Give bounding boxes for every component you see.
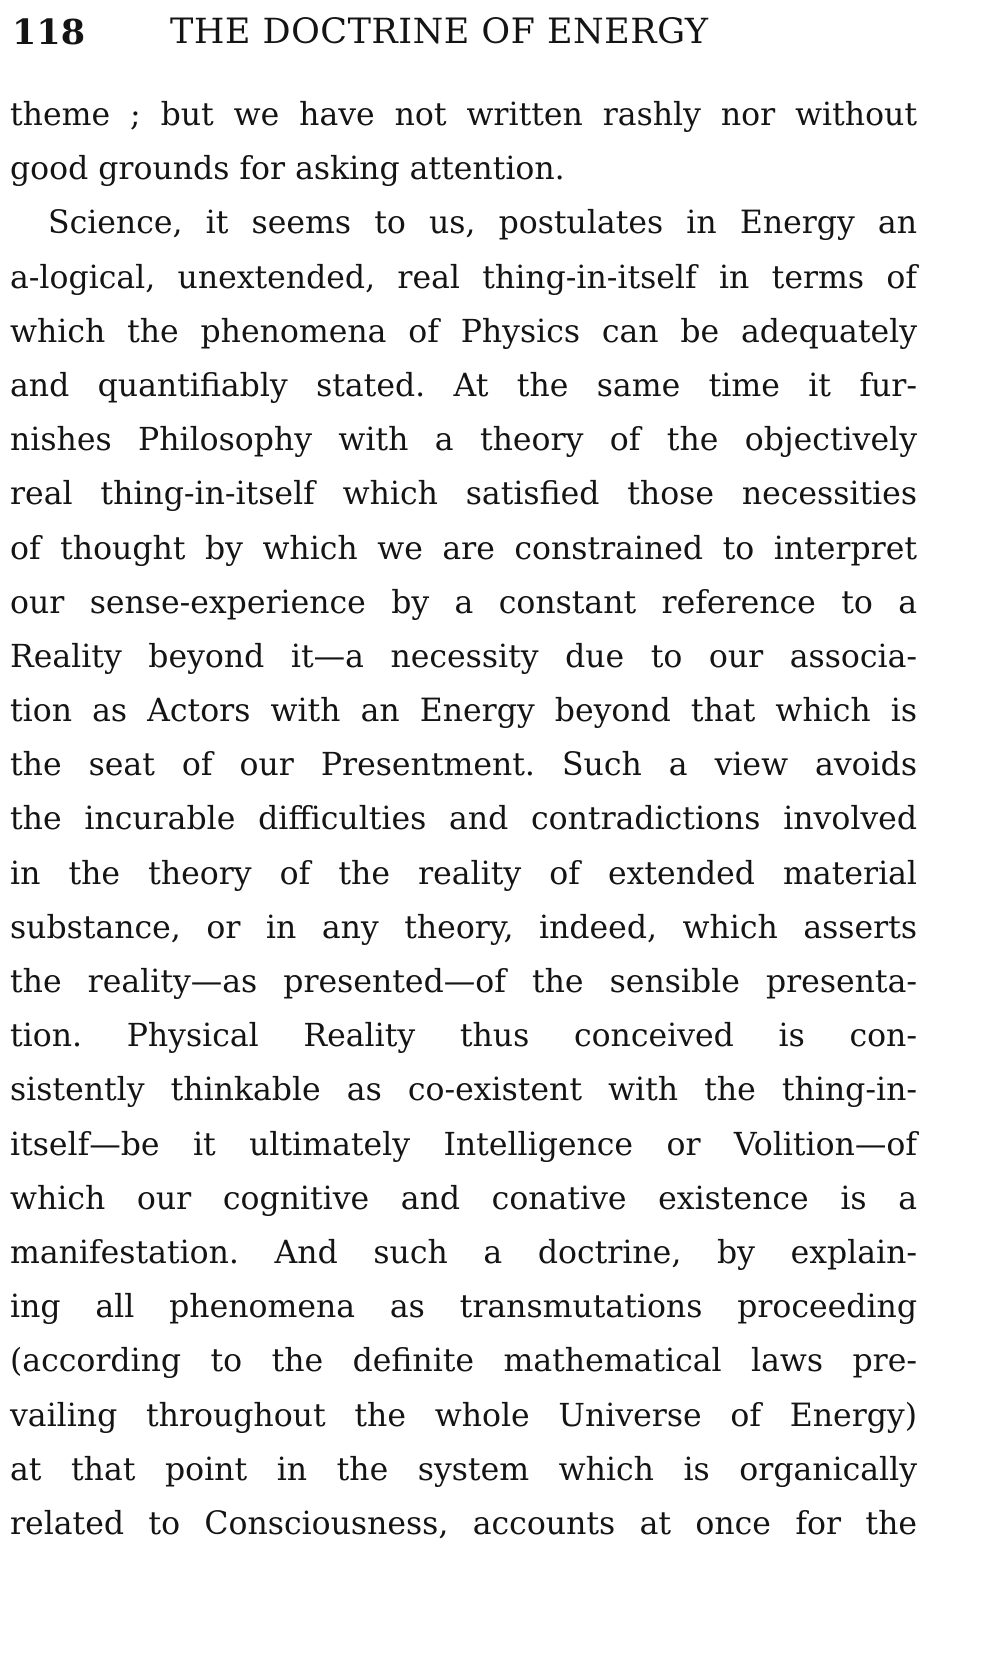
text-line: real thing-in-itself which satisfied those necessities	[10, 476, 917, 513]
text-line: good grounds for asking attention.	[10, 151, 565, 188]
text-line: tion. Physical Reality thus conceived is con-	[10, 1018, 917, 1055]
text-line: itself—be it ultimately Intelligence or Volition—of	[10, 1126, 917, 1163]
book-page	[10, 0, 917, 1542]
text-line: which our cognitive and conative existence is a	[10, 1180, 917, 1217]
text-line: related to Consciousness, accounts at once for the	[10, 1505, 917, 1542]
text-line: Reality beyond it—a necessity due to our associa-	[10, 638, 917, 675]
running-head	[10, 0, 917, 60]
text-line: and quantifiably stated. At the same time it fur-	[10, 367, 917, 404]
text-line: the seat of our Presentment. Such a view avoids	[10, 747, 917, 784]
text-line: a-logical, unextended, real thing-in-itself in terms of	[10, 259, 917, 296]
text-line: (according to the definite mathematical laws pre-	[10, 1343, 917, 1380]
text-line: the reality—as presented—of the sensible presenta-	[10, 964, 917, 1000]
text-line: our sense-experience by a constant reference to a	[10, 584, 917, 621]
text-line: vailing throughout the whole Universe of Energy)	[10, 1397, 917, 1434]
running-title: THE DOCTRINE OF ENERGY	[170, 12, 709, 52]
page-number: 118	[12, 12, 86, 53]
text-line: in the theory of the reality of extended material	[10, 855, 917, 892]
text-line: tion as Actors with an Energy beyond that which is	[10, 693, 917, 730]
text-line: ing all phenomena as transmutations proceeding	[10, 1289, 917, 1326]
text-line: at that point in the system which is organically	[10, 1451, 917, 1488]
body-text	[10, 88, 917, 1551]
text-line: of thought by which we are constrained to interpret	[10, 530, 917, 567]
text-line: manifestation. And such a doctrine, by explain-	[10, 1234, 917, 1271]
text-line: nishes Philosophy with a theory of the objectively	[10, 422, 917, 459]
text-line: the incurable difficulties and contradictions involved	[10, 801, 917, 838]
text-line: Science, it seems to us, postulates in Energy an	[48, 205, 917, 242]
text-line: sistently thinkable as co-existent with the thing-in-	[10, 1072, 917, 1109]
text-line: substance, or in any theory, indeed, which asserts	[10, 909, 917, 946]
text-line: which the phenomena of Physics can be adequately	[10, 313, 917, 350]
text-line: theme ; but we have not written rashly nor without	[10, 97, 917, 133]
